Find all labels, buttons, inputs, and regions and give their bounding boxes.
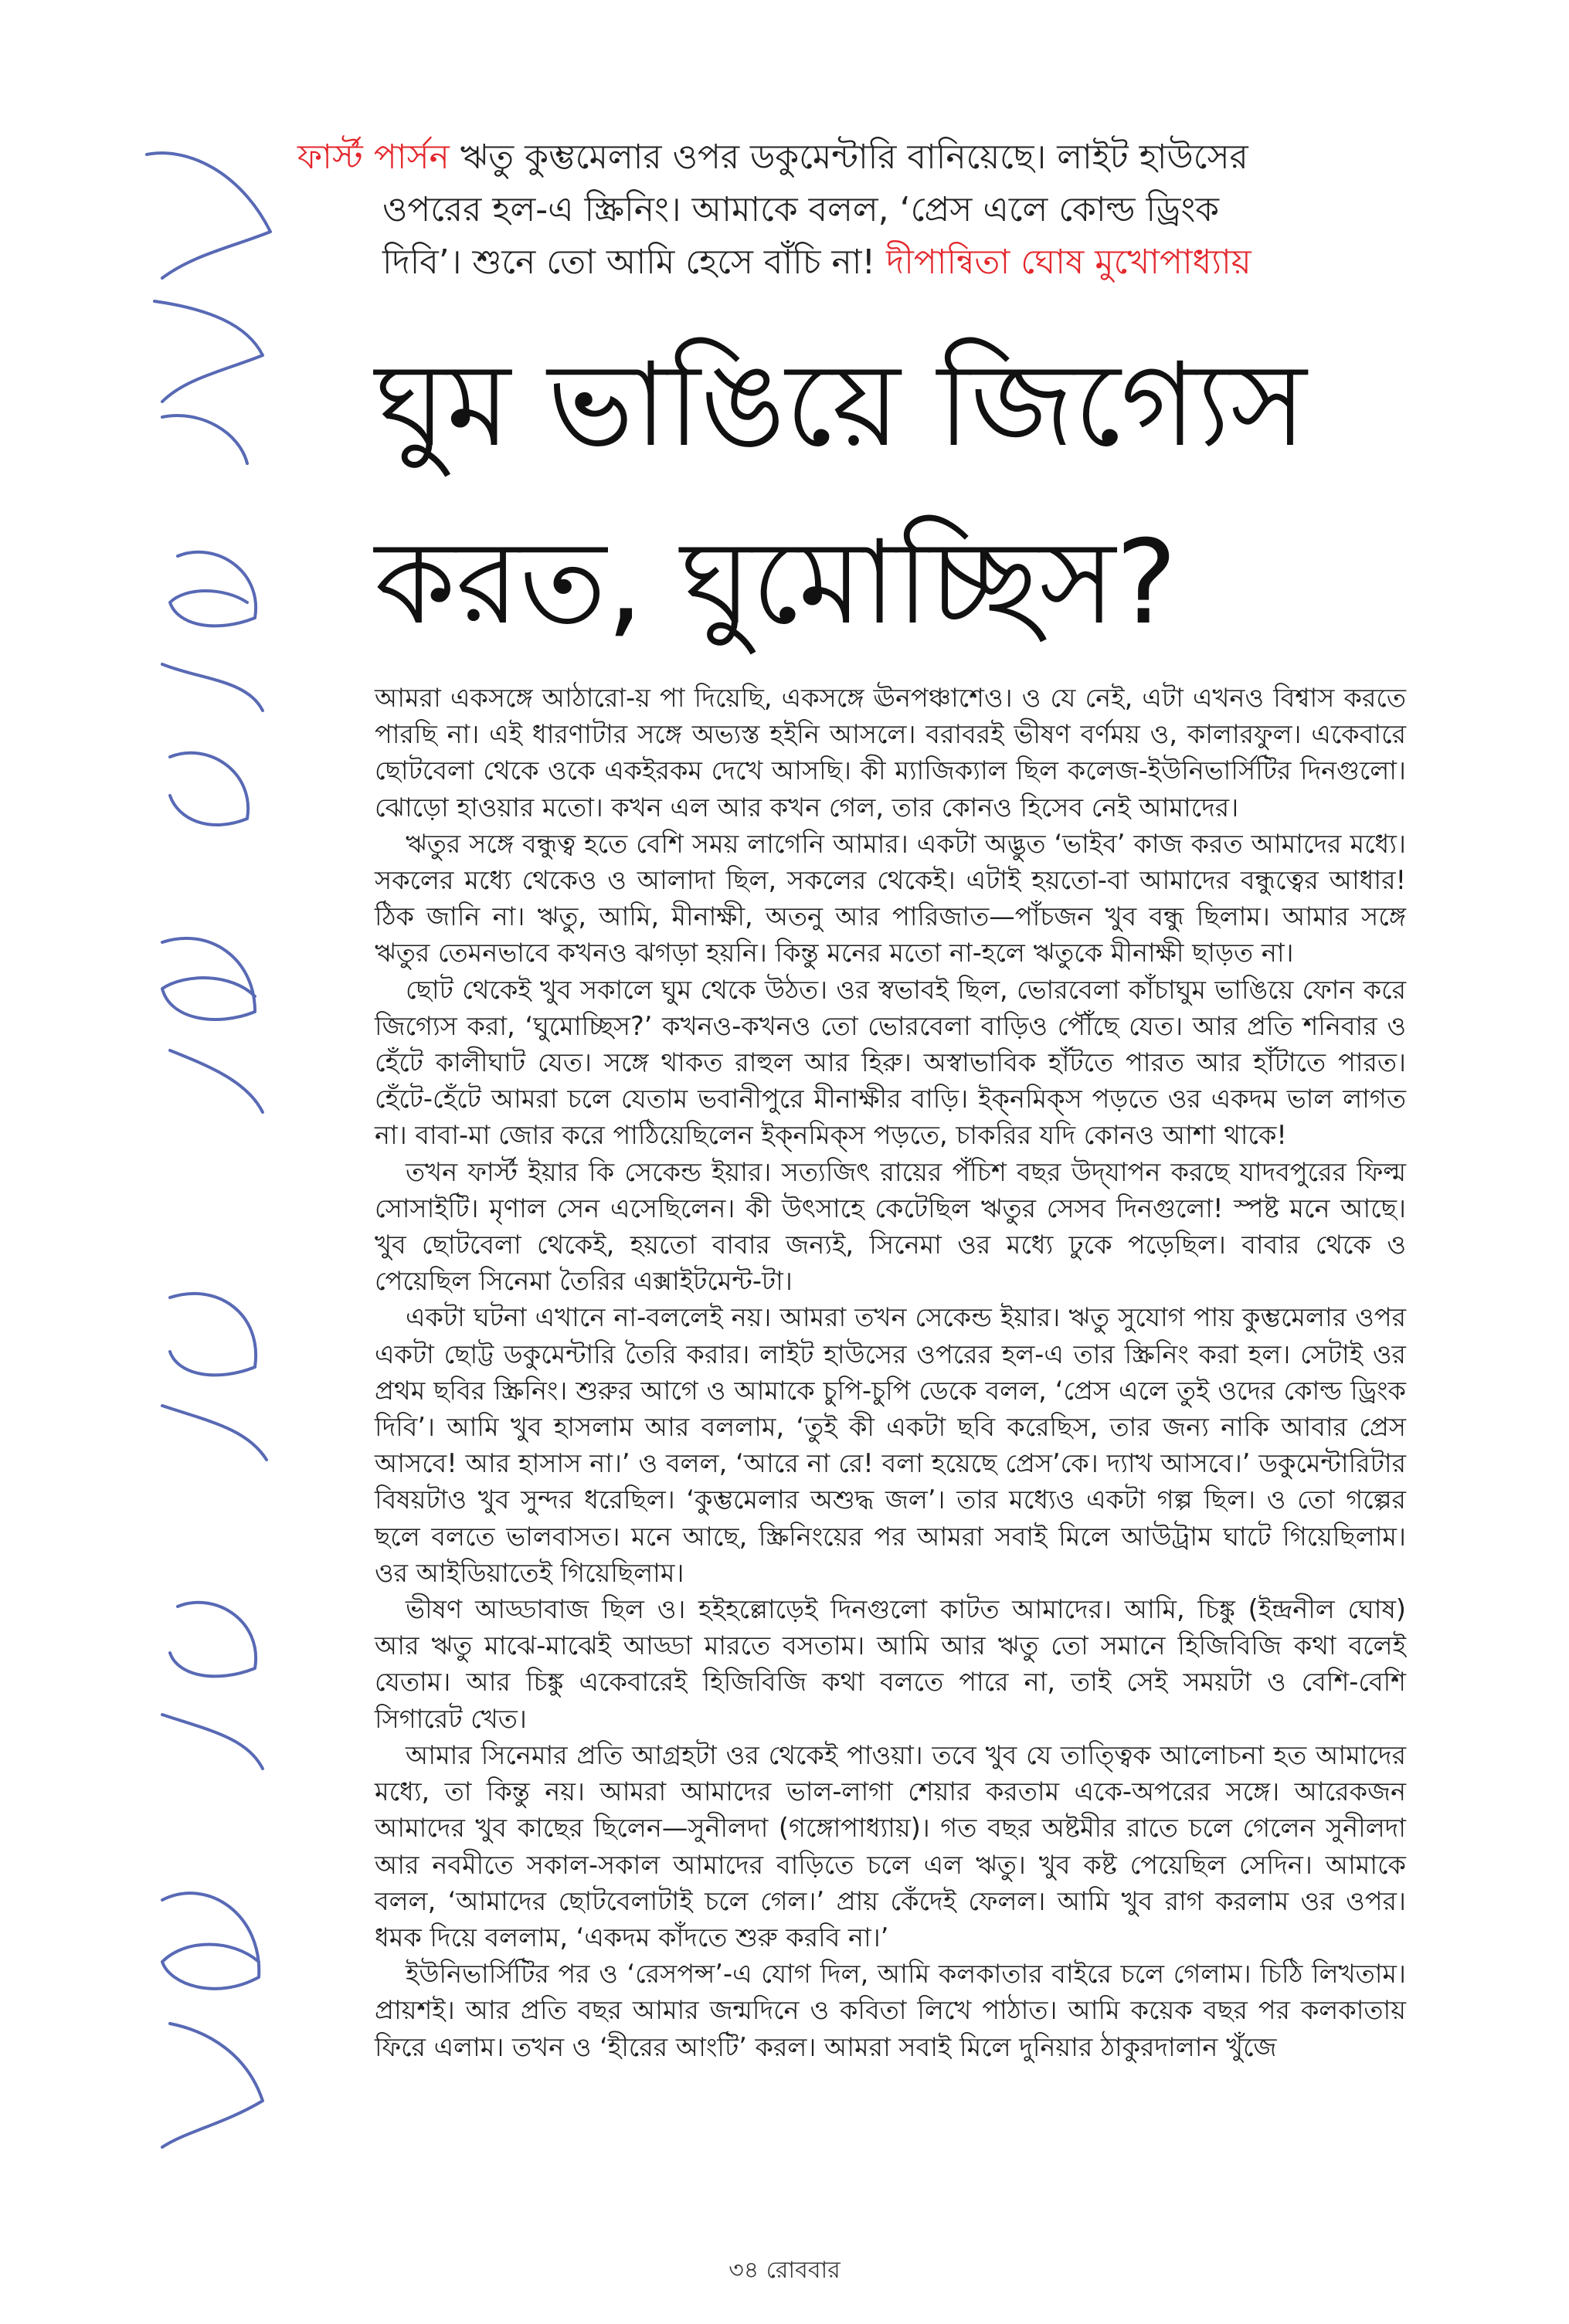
intro-blurb xyxy=(297,131,1394,289)
intro-line-3-wrap xyxy=(297,236,1394,289)
article-paragraph: আমরা একসঙ্গে আঠারো-য় পা দিয়েছি, একসঙ্গে ঊনপঞ্চাশেও। ও যে নেই, এটা এখনও বিশ্বাস করতে পারছি না। এই ধারণাটার সঙ্গে অভ্যস্ত হইনি আসলে। বরাবরই ভীষণ বর্ণময় ও, কালারফুল। একেবারে ছোটবেলা থেকে ওকে একইরকম দেখে আসছি। কী ম্যাজিক্যাল ছিল কলেজ-ইউনিভার্সিটির দিনগুলো। ঝোড়ো হাওয়ার মতো। কখন এল আর কখন গেল, তার কোনও হিসেব নেই আমাদের। xyxy=(375,683,1406,823)
page-number: ৩৪ রোববার xyxy=(728,2257,841,2284)
article-paragraph: ঋতুর সঙ্গে বন্ধুত্ব হতে বেশি সময় লাগেনি আমার। একটা অদ্ভুত ‘ভাইব’ কাজ করত আমাদের মধ্যে। সকলের মধ্যে থেকেও ও আলাদা ছিল, সকলের থেকেই। এটাই হয়তো-বা আমাদের বন্ধুত্বের আধার! ঠিক জানি না। ঋতু, আমি, মীনাক্ষী, অতনু আর পারিজাত—পাঁচজন খুব বন্ধু ছিলাম। আমার সঙ্গে ঋতুর তেমনভাবে কখনও ঝগড়া হয়নি। কিন্তু মনের মতো না-হলে ঋতুকে মীনাক্ষী ছাড়ত না। xyxy=(375,828,1406,969)
article-paragraph: ছোট থেকেই খুব সকালে ঘুম থেকে উঠত। ওর স্বভাবই ছিল, ভোরবেলা কাঁচাঘুম ভাঙিয়ে ফোন করে জিগ্যেস করা, ‘ঘুমোচ্ছিস?’ কখনও-কখনও তো ভোরবেলা বাড়িও পৌঁছে যেত। আর প্রতি শনিবার ও হেঁটে কালীঘাট যেত। সঙ্গে থাকত রাহুল আর হিরু। অস্বাভাবিক হাঁটতে পারত আর হাঁটাতে পারত। হেঁটে-হেঁটে আমরা চলে যেতাম ভবানীপুরে মীনাক্ষীর বাড়ি। ইক্‌নমিক্‌স পড়তে ওর একদম ভাল লাগত না। বাবা-মা জোর করে পাঠিয়েছিলেন ইক্‌নমিক্‌স পড়তে, চাকরির যদি কোনও আশা থাকে! xyxy=(375,974,1406,1151)
article-paragraph: তখন ফার্স্ট ইয়ার কি সেকেন্ড ইয়ার। সত্যজিৎ রায়ের পঁচিশ বছর উদ্‌যাপন করছে যাদবপুরের ফিল্ম সোসাইটি। মৃণাল সেন এসেছিলেন। কী উৎসাহে কেটেছিল ঋতুর সেসব দিনগুলো! স্পষ্ট মনে আছে। খুব ছোটবেলা থেকেই, হয়তো বাবার জন্যই, সিনেমা ওর মধ্যে ঢুকে পড়েছিল। বাবার থেকে ও পেয়েছিল সিনেমা তৈরির এক্সাইটমেন্ট-টা। xyxy=(375,1156,1406,1297)
headline xyxy=(375,317,1456,672)
article-body xyxy=(375,680,1406,2065)
handwriting-svg xyxy=(116,124,294,2163)
headline-line-1: ঘুম ভাঙিয়ে জিগ্যেস xyxy=(375,338,1307,473)
intro-label: ফার্স্ট পার্সন xyxy=(297,137,450,177)
article-paragraph: ইউনিভার্সিটির পর ও ‘রেসপন্স’-এ যোগ দিল, আমি কলকাতার বাইরে চলে গেলাম। চিঠি লিখতাম। প্রায়শই। আর প্রতি বছর আমার জন্মদিনে ও কবিতা লিখে পাঠাত। আমি কয়েক বছর পর কলকাতায় ফিরে এলাম। তখন ও ‘হীরের আংটি’ করল। আমরা সবাই মিলে দুনিয়ার ঠাকুরদালান খুঁজে xyxy=(375,1959,1406,2062)
intro-author: দীপান্বিতা ঘোষ মুখোপাধ্যায় xyxy=(886,243,1251,282)
article-paragraph: আমার সিনেমার প্রতি আগ্রহটা ওর থেকেই পাওয়া। তবে খুব যে তাত্ত্বিক আলোচনা হত আমাদের মধ্যে, তা কিন্তু নয়। আমরা আমাদের ভাল-লাগা শেয়ার করতাম একে-অপরের সঙ্গে। আরেকজন আমাদের খুব কাছের ছিলেন—সুনীলদা (গঙ্গোপাধ্যায়)। গত বছর অষ্টমীর রাতে চলে গেলেন সুনীলদা আর নবমীতে সকাল-সকাল আমাদের বাড়িতে চলে এল ঋতু। খুব কষ্ট পেয়েছিল সেদিন। আমাকে বলল, ‘আমাদের ছোটবেলাটাই চলে গেল।’ প্রায় কেঁদেই ফেলল। আমি খুব রাগ করলাম ওর ওপর। ধমক দিয়ে বললাম, ‘একদম কাঁদতে শুরু করবি না।’ xyxy=(375,1739,1406,1952)
article-paragraph: ভীষণ আড্ডাবাজ ছিল ও। হইহল্লোড়েই দিনগুলো কাটত আমাদের। আমি, চিঙ্কু (ইন্দ্রনীল ঘোষ) আর ঋতু মাঝে-মাঝেই আড্ডা মারতে বসতাম। আমি আর ঋতু তো সমানে হিজিবিজি কথা বলেই যেতাম। আর চিঙ্কু একেবারেই হিজিবিজি কথা বলতে পারে না, তাই সেই সময়টা ও বেশি-বেশি সিগারেট খেত। xyxy=(375,1594,1406,1734)
intro-line-3: দিবি’। শুনে তো আমি হেসে বাঁচি না! xyxy=(382,243,876,282)
intro-line-1: ঋতু কুম্ভমেলার ওপর ডকুমেন্টারি বানিয়েছে। লাইট হাউসের xyxy=(460,137,1248,177)
handwritten-signature-sidebar xyxy=(116,124,294,2163)
intro-line-2: ওপরের হল-এ স্ক্রিনিং। আমাকে বলল, ‘প্রেস এলে কোল্ড ড্রিংক xyxy=(382,190,1220,229)
headline-line-2: করত, ঘুমোচ্ছিস? xyxy=(375,516,1177,650)
article-paragraph: একটা ঘটনা এখানে না-বললেই নয়। আমরা তখন সেকেন্ড ইয়ার। ঋতু সুযোগ পায় কুম্ভমেলার ওপর একটা ছোট্ট ডকুমেন্টারি তৈরি করার। লাইট হাউসের ওপরের হল-এ তার স্ক্রিনিং করা হল। সেটাই ওর প্রথম ছবির স্ক্রিনিং। শুরুর আগে ও আমাকে চুপি-চুপি ডেকে বলল, ‘প্রেস এলে তুই ওদের কোল্ড ড্রিংক দিবি’। আমি খুব হাসলাম আর বললাম, ‘তুই কী একটা ছবি করেছিস, তার জন্য নাকি আবার প্রেস আসবে! আর হাসাস না।’ ও বলল, ‘আরে না রে! বলা হয়েছে প্রেস’কে। দ্যাখ আসবে।’ ডকুমেন্টারিটার বিষয়টাও খুব সুন্দর ধরেছিল। ‘কুম্ভমেলার অশুদ্ধ জল’। তার মধ্যেও একটা গল্প ছিল। ও তো গল্পের ছলে বলতে ভালবাসত। মনে আছে, স্ক্রিনিংয়ের পর আমরা সবাই মিলে আউট্রাম ঘাটে গিয়েছিলাম। ওর আইডিয়াতেই গিয়েছিলাম। xyxy=(375,1302,1406,1588)
page-footer xyxy=(0,2251,1569,2291)
